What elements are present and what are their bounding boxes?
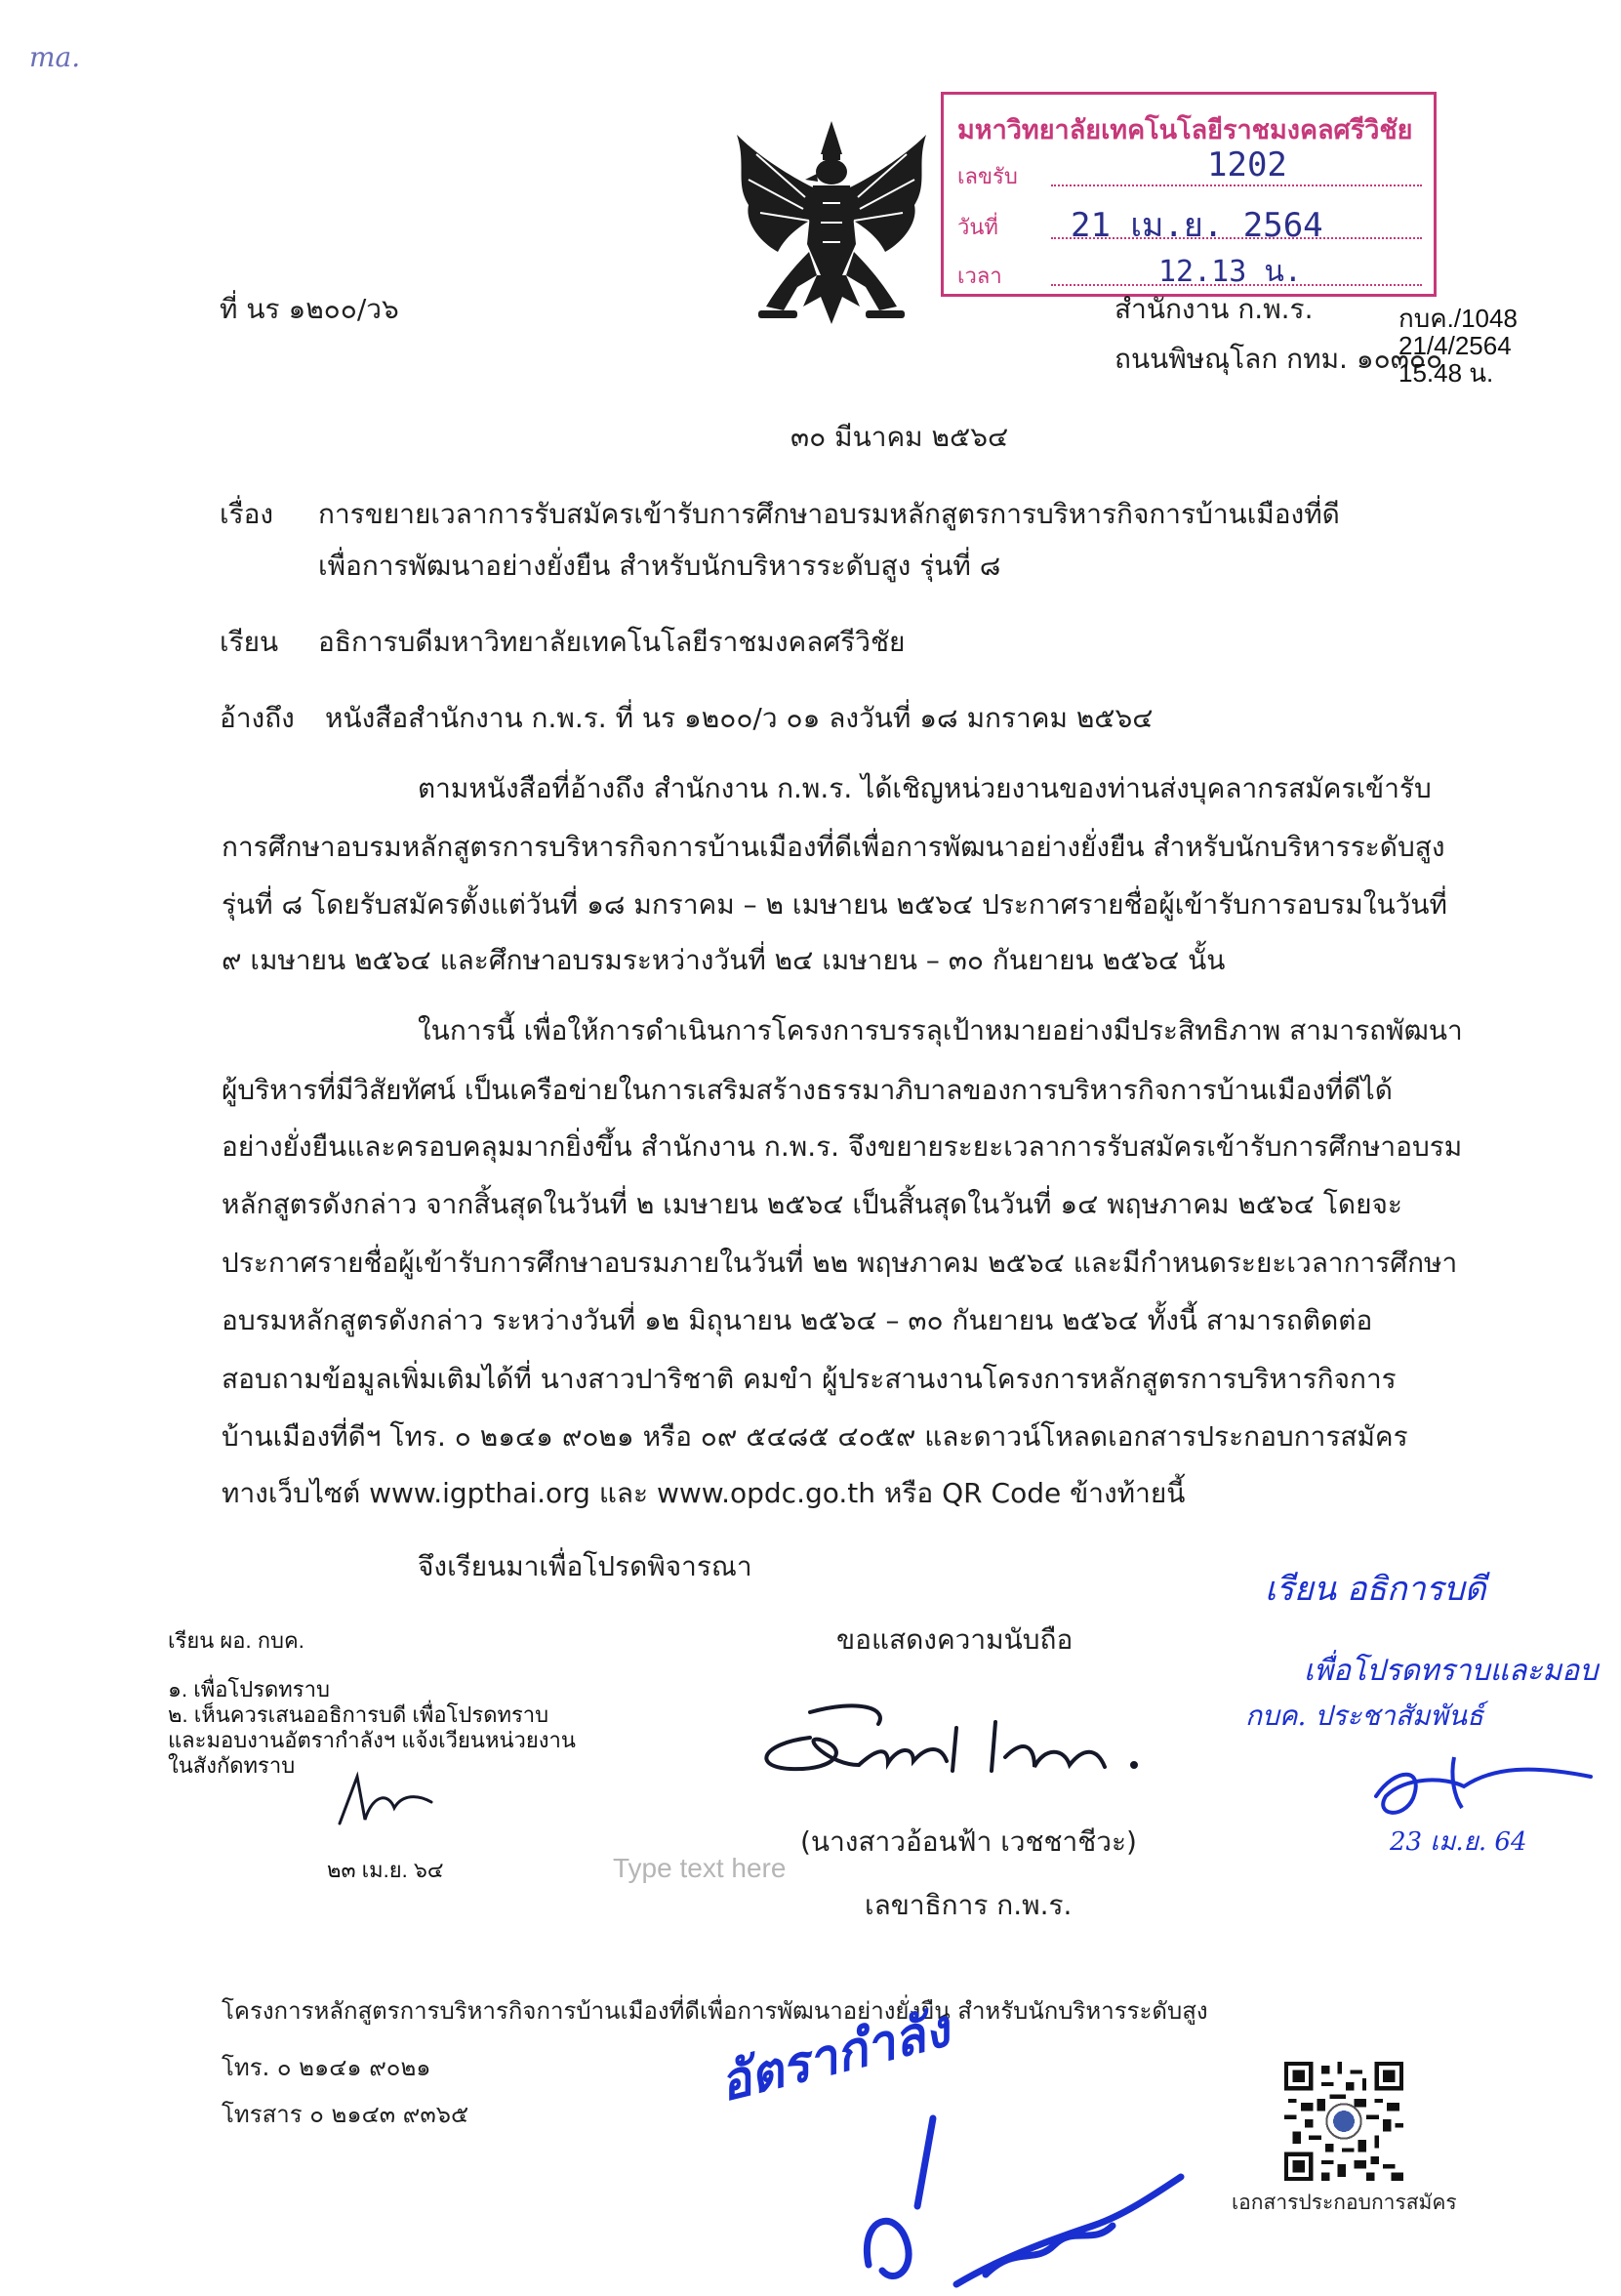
paragraph2-line: บ้านเมืองที่ดีฯ โทร. ๐ ๒๑๔๑ ๙๐๒๑ หรือ ๐๙ ๕๔๘๕ ๔๐๕๙ และดาวน์โหลดเอกสารประกอบการสมัคร [222,1420,1408,1453]
regards-line: ขอแสดงความนับถือ [836,1623,1074,1656]
paragraph1-line: ๙ เมษายน ๒๕๖๔ และศึกษาอบรมระหว่างวันที่ ๒๔ เมษายน – ๓๐ กันยายน ๒๕๖๔ นั้น [222,944,1226,976]
internal-note-item1: ๑. เพื่อโปรดทราบ [168,1677,330,1702]
reference-label: อ้างถึง [220,702,295,734]
handwritten-right-date: 23 เม.ย. 64 [1390,1827,1527,1857]
internal-note-date: ๒๓ เม.ย. ๖๔ [327,1858,444,1882]
office-name: สำนักงาน ก.พ.ร. [1114,293,1314,325]
paragraph1-line: การศึกษาอบรมหลักสูตรการบริหารกิจการบ้านเมืองที่ดีเพื่อการพัฒนาอย่างยั่งยืน สำหรับนักบริหารระดับสูง [222,831,1445,863]
registry-note [1398,305,1518,387]
internal-note-item2: ๒. เห็นควรเสนออธิการบดี เพื่อโปรดทราบ [168,1702,549,1727]
office-address: ถนนพิษณุโลก กทม. ๑๐๓๐๐ [1114,343,1443,375]
recipient-value: อธิการบดีมหาวิทยาลัยเทคโนโลยีราชมงคลศรีวิชัย [318,626,906,658]
recipient-label: เรียน [220,626,279,658]
handwritten-right-line1: เรียน อธิการบดี [1265,1570,1486,1609]
paragraph2-line: ผู้บริหารที่มีวิสัยทัศน์ เป็นเครือข่ายในการเสริมสร้างธรรมาภิบาลของการบริหารกิจการบ้านเมืองที่ดีได้ [222,1074,1393,1106]
registry-note-line2: 21/4/2564 [1398,331,1512,360]
registry-note-line3: 15.48 น. [1398,358,1494,388]
subject-line2: เพื่อการพัฒนาอย่างยั่งยืน สำหรับนักบริหารระดับสูง รุ่นที่ ๘ [318,550,1001,582]
secretary-general-signature [742,1689,1181,1806]
subject-label: เรื่อง [220,498,274,530]
stamp-institution: มหาวิทยาลัยเทคโนโลยีราชมงคลศรีวิชัย [957,115,1413,145]
signer-title: เลขาธิการ ก.พ.ร. [865,1889,1073,1921]
paragraph2-line: อย่างยั่งยืนและครอบคลุมมากยิ่งขึ้น สำนักงาน ก.พ.ร. จึงขยายระยะเวลาการรับสมัครเข้ารับการศึกษาอบรม [222,1130,1463,1163]
paragraph2-line: อบรมหลักสูตรดังกล่าว ระหว่างวันที่ ๑๒ มิถุนายน ๒๕๖๔ – ๓๐ กันยายน ๒๕๖๔ ทั้งนี้ สามารถติดต่อ [222,1304,1373,1336]
corner-handwritten-mark: ma. [29,41,81,73]
stamp-time-value: 12.13 น. [1158,255,1302,289]
reference-value: หนังสือสำนักงาน ก.พ.ร. ที่ นร ๑๒๐๐/ว ๐๑ ลงวันที่ ๑๘ มกราคม ๒๕๖๔ [325,702,1154,734]
qr-code [1284,2062,1403,2181]
internal-note-item2: ในสังกัดทราบ [168,1753,296,1778]
handwritten-bottom-signature [839,2099,1210,2294]
footer-tel: โทร. ๐ ๒๑๔๑ ๙๐๒๑ [222,2054,431,2081]
handwritten-bottom-note: อัตรากำลัง [712,1998,955,2113]
handwritten-right-line2: เพื่อโปรดทราบและมอบ [1304,1654,1599,1688]
stamp-number-label: เลขรับ [957,165,1018,189]
receipt-stamp [941,92,1437,297]
paragraph2-line: ทางเว็บไซต์ www.igpthai.org และ www.opdc.go.th หรือ QR Code ข้างท้ายนี้ [222,1477,1186,1509]
paragraph2-line: ในการนี้ เพื่อให้การดำเนินการโครงการบรรลุเป้าหมายอย่างมีประสิทธิภาพ สามารถพัฒนา [418,1014,1463,1046]
handwritten-right-line3: กบค. ประชาสัมพันธ์ [1245,1700,1484,1732]
internal-note-item2: และมอบงานอัตรากำลังฯ แจ้งเวียนหน่วยงาน [168,1728,576,1752]
signer-name: (นางสาวอ้อนฟ้า เวชชาชีวะ) [800,1825,1137,1858]
paragraph2-line: สอบถามข้อมูลเพิ่มเติมได้ที่ นางสาวปาริชาติ คมขำ ผู้ประสานงานโครงการหลักสูตรการบริหารกิจการ [222,1363,1397,1395]
registry-note-line1: กบค./1048 [1398,304,1518,333]
document-number: ที่ นร ๑๒๐๐/ว๖ [220,293,399,325]
paragraph2-line: หลักสูตรดังกล่าว จากสิ้นสุดในวันที่ ๒ เมษายน ๒๕๖๔ เป็นสิ้นสุดในวันที่ ๑๔ พฤษภาคม ๒๕๖๔ โดยจะ [222,1188,1402,1220]
placeholder-text[interactable]: Type text here [613,1853,787,1883]
closing-line: จึงเรียนมาเพื่อโปรดพิจารณา [418,1550,752,1582]
stamp-date-label: วันที่ [957,216,998,240]
letter-date: ๓๐ มีนาคม ๒๕๖๔ [790,421,1009,453]
footer-project: โครงการหลักสูตรการบริหารกิจการบ้านเมืองที่ดีเพื่อการพัฒนาอย่างยั่งยืน สำหรับนักบริหารระดับสูง [222,1997,1208,2025]
stamp-number-value: 1202 [1207,145,1287,184]
internal-note-initials [330,1765,437,1833]
internal-note [168,1628,576,1779]
paragraph1-line: ตามหนังสือที่อ้างถึง สำนักงาน ก.พ.ร. ได้เชิญหน่วยงานของท่านส่งบุคลากรสมัครเข้ารับ [418,772,1432,804]
stamp-time-label: เวลา [957,265,1002,289]
internal-note-to: เรียน ผอ. กบค. [168,1628,304,1653]
subject-line1: การขยายเวลาการรับสมัครเข้ารับการศึกษาอบรมหลักสูตรการบริหารกิจการบ้านเมืองที่ดี [318,498,1340,530]
footer-fax: โทรสาร ๐ ๒๑๔๓ ๙๓๖๕ [222,2101,469,2128]
qr-caption: เอกสารประกอบการสมัคร [1232,2191,1457,2214]
stamp-number-line [1051,184,1422,186]
garuda-emblem [727,115,937,335]
paragraph1-line: รุ่นที่ ๘ โดยรับสมัครตั้งแต่วันที่ ๑๘ มกราคม – ๒ เมษายน ๒๕๖๔ ประกาศรายชื่อผู้เข้ารับการอบรมในวันที่ [222,888,1447,921]
stamp-date-value: 21 เม.ย. 2564 [1071,206,1323,245]
paragraph2-line: ประกาศรายชื่อผู้เข้ารับการศึกษาอบรมภายในวันที่ ๒๒ พฤษภาคม ๒๕๖๔ และมีกำหนดระยะเวลาการศึกษา [222,1247,1458,1279]
